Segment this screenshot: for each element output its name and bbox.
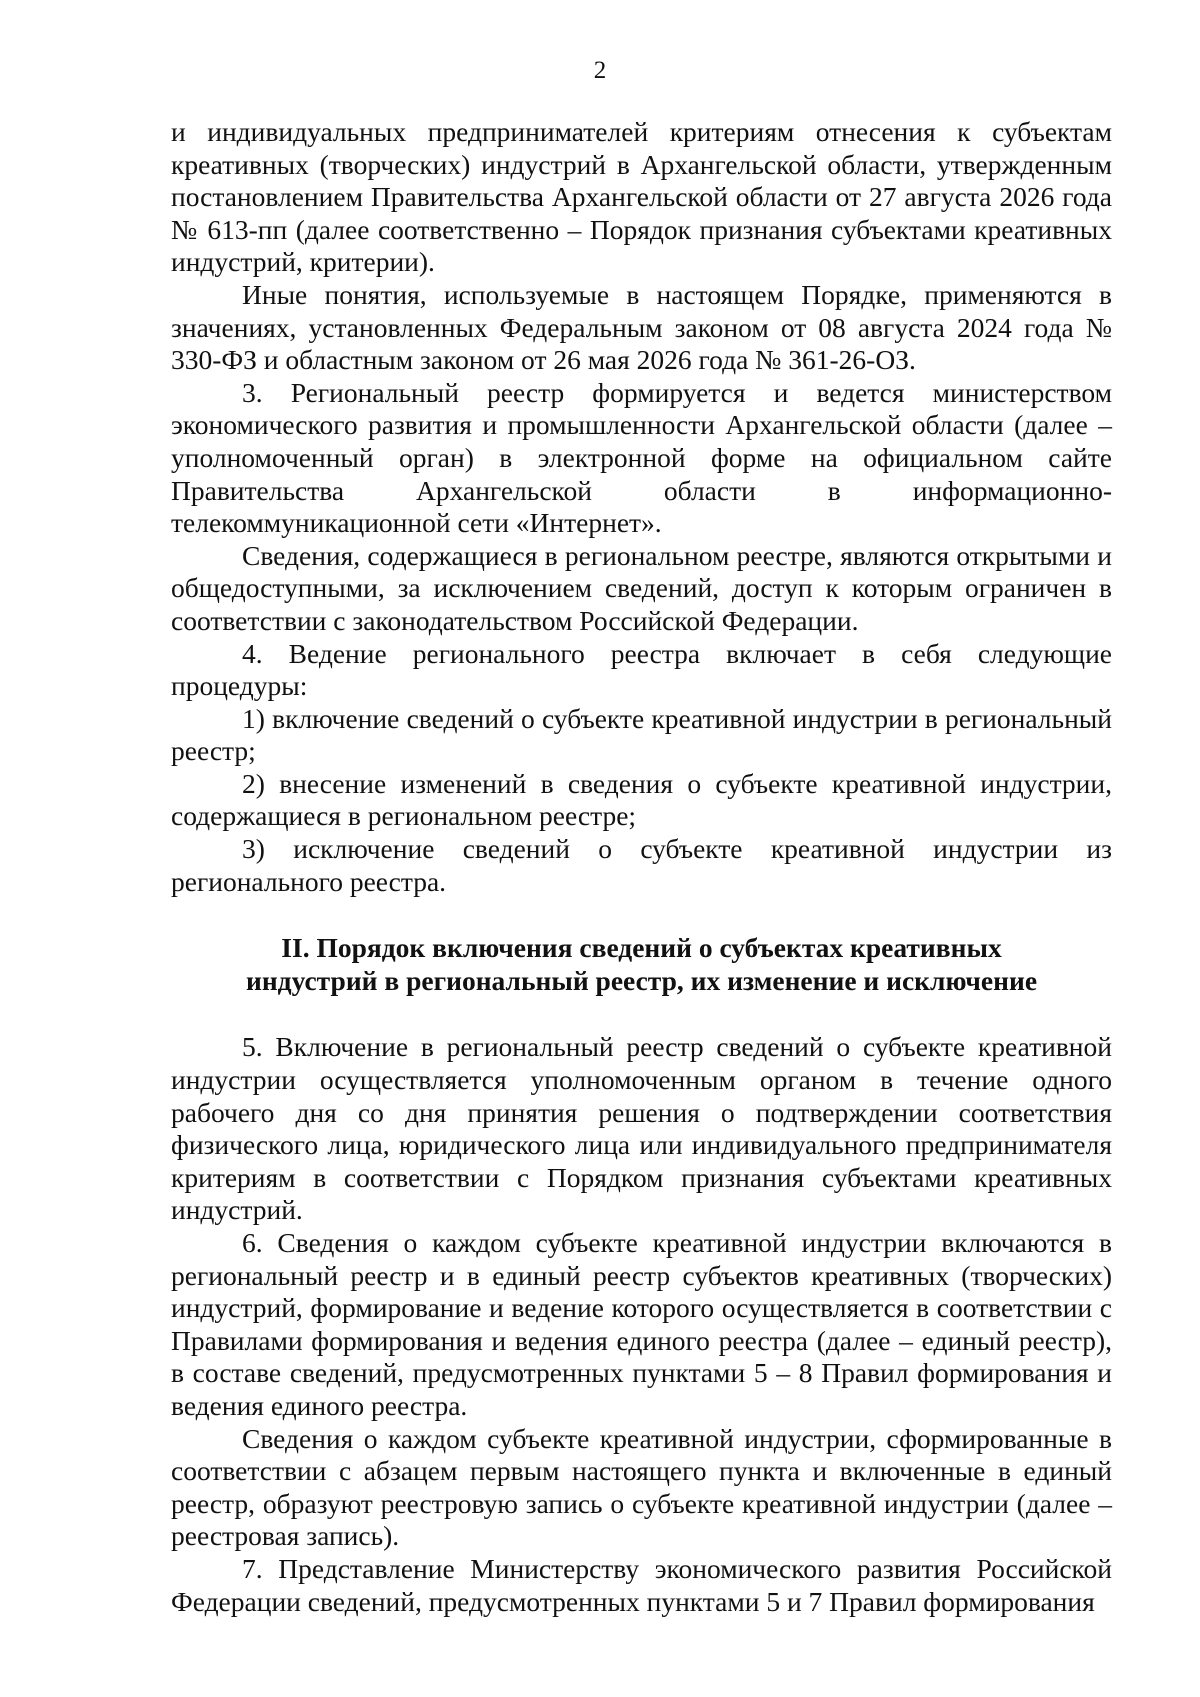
paragraph-item-5: 5. Включение в региональный реестр сведений о субъекте креативной индустрии осуществляется уполномоченным органом в течение одного рабочего дня со дня принятия решения о подтверждении соответствия физического лица, юридического лица или индивидуального предпринимателя критериям в соответствии с Порядком признания субъектами креативных индустрий.	[171, 1031, 1112, 1226]
paragraph-item-4-1: 1) включение сведений о субъекте креативной индустрии в региональный реестр;	[171, 702, 1112, 767]
paragraph-item-4-2: 2) внесение изменений в сведения о субъекте креативной индустрии, содержащиеся в региональном реестре;	[171, 767, 1112, 832]
paragraph-item-4-3: 3) исключение сведений о субъекте креативной индустрии из регионального реестра.	[171, 833, 1112, 897]
section-heading-line-1: II. Порядок включения сведений о субъектах креативных	[281, 932, 1002, 964]
paragraph-item-3: 3. Региональный реестр формируется и ведется министерством экономического развития и промышленности Архангельской области (далее – уполномоченный орган) в электронной форме на официальном сайте Правительства Архангельской области в информационно-телекоммуникационной сети «Интернет».	[171, 376, 1112, 539]
paragraph-continuation: и индивидуальных предпринимателей критериям отнесения к субъектам креативных (творческих) индустрий в Архангельской области, утвержденным постановлением Правительства Архангельской области от 27 августа 2026 года № 613-пп (далее соответственно – Порядок признания субъектами креативных индустрий, критерии).	[171, 116, 1112, 278]
paragraph-other-concepts: Иные понятия, используемые в настоящем Порядке, применяются в значениях, установленных Федеральным законом от 08 августа 2024 года № 330-ФЗ и областным законом от 26 мая 2026 года № 361-26-ОЗ.	[171, 278, 1112, 376]
section-heading	[171, 932, 1112, 997]
section-heading-line-2: индустрий в региональный реестр, их изменение и исключение	[245, 964, 1038, 996]
document-body	[171, 116, 1112, 1618]
paragraph-item-4: 4. Ведение регионального реестра включает в себя следующие процедуры:	[171, 637, 1112, 702]
page-number: 2	[593, 57, 607, 84]
paragraph-item-6: 6. Сведения о каждом субъекте креативной индустрии включаются в региональный реестр и в единый реестр субъектов креативных (творческих) индустрий, формирование и ведение которого осуществляется в соответствии с Правилами формирования и ведения единого реестра (далее – единый реестр), в составе сведений, предусмотренных пунктами 5 – 8 Правил формирования и ведения единого реестра.	[171, 1227, 1112, 1421]
paragraph-registry-record: Сведения о каждом субъекте креативной индустрии, сформированные в соответствии с абзацем первым настоящего пункта и включенные в единый реестр, образуют реестровую запись о субъекте креативной индустрии (далее – реестровая запись).	[171, 1422, 1112, 1552]
paragraph-open-data: Сведения, содержащиеся в региональном реестре, являются открытыми и общедоступными, за исключением сведений, доступ к которым ограничен в соответствии с законодательством Российской Федерации.	[171, 539, 1112, 636]
paragraph-item-7: 7. Представление Министерству экономического развития Российской Федерации сведений, предусмотренных пунктами 5 и 7 Правил формирования	[171, 1552, 1112, 1617]
